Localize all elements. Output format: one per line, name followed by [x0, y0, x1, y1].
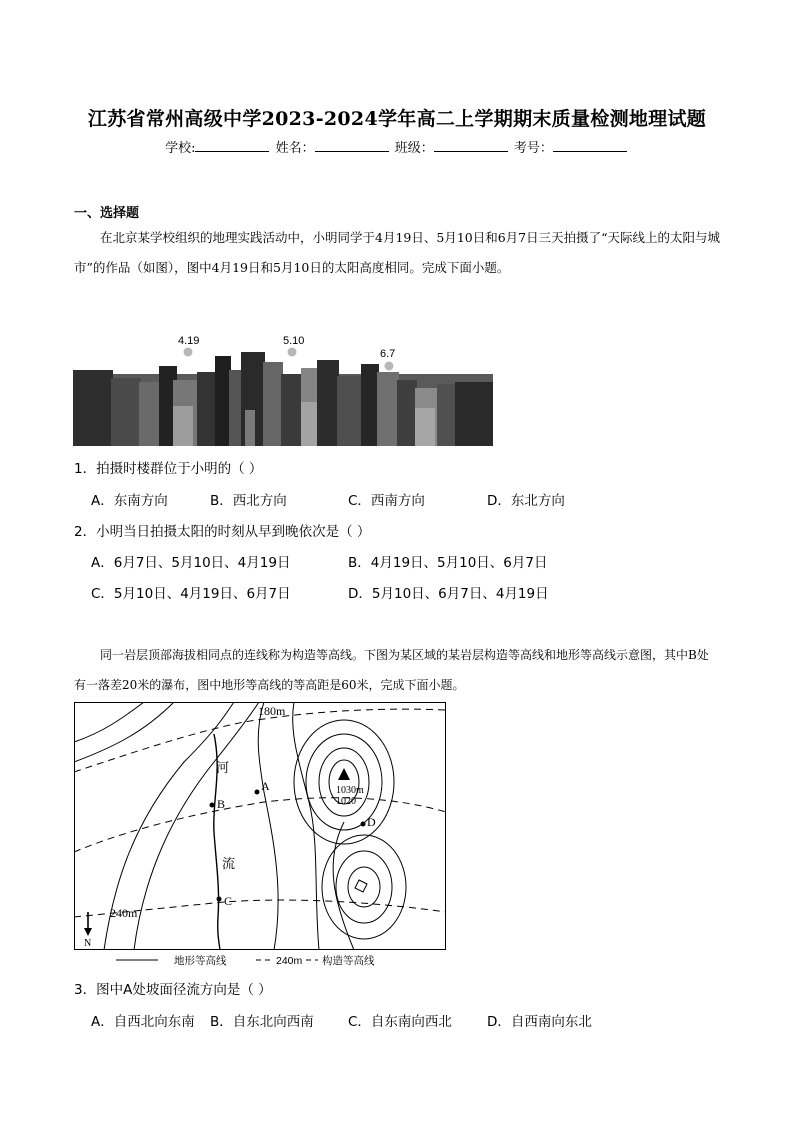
river-label-1: 河	[216, 760, 230, 775]
section2-intro: 同一岩层顶部海拔相同点的连线称为构造等高线。下图为某区域的某岩层构造等高线和地形等高线示意图，其中B处有一落差20米的瀑布，图中地形等高线的等高距是60米，完成下面小题。	[74, 648, 709, 692]
point-b	[210, 803, 215, 808]
contour-label-240: 240m	[110, 906, 138, 920]
sun-label-419: 4.19	[178, 335, 200, 347]
q2-option-d[interactable]: D．5月10日、6月7日、4月19日	[348, 586, 549, 602]
class-label: 班级：	[394, 141, 434, 156]
contour-label-180: 180m	[258, 704, 286, 718]
q1-option-c[interactable]: C．西南方向	[348, 493, 425, 509]
q3-option-b[interactable]: B．自东北向西南	[210, 1014, 314, 1030]
section-title: 一、选择题	[74, 206, 140, 221]
q1-option-d[interactable]: D．东北方向	[487, 493, 565, 509]
q3-stem: 3．图中A处坡面径流方向是（ ）	[74, 982, 272, 998]
legend-structure-value: 240m	[276, 955, 303, 967]
q3-option-c[interactable]: C．自东南向西北	[348, 1014, 452, 1030]
sun-dot-510	[288, 348, 297, 357]
point-d	[361, 822, 366, 827]
q2-option-b[interactable]: B．4月19日、5月10日、6月7日	[348, 555, 548, 571]
skyline-photo	[73, 322, 493, 446]
legend-terrain-label: 地形等高线	[174, 955, 227, 967]
label-a: A	[261, 779, 270, 793]
sun-label-67: 6.7	[380, 348, 396, 360]
point-c	[217, 897, 222, 902]
class-blank	[434, 139, 508, 152]
point-a	[255, 790, 260, 795]
contour-map	[74, 702, 446, 968]
q3-option-a[interactable]: A．自西北向东南	[91, 1014, 195, 1030]
label-c: C	[224, 894, 233, 908]
peak-elevation: 1030m	[336, 785, 364, 796]
north-label: N	[84, 938, 92, 949]
school-label: 学校:	[165, 141, 196, 156]
section1-intro: 在北京某学校组织的地理实践活动中，小明同学于4月19日、5月10日和6月7日三天拍摄了“天际线上的太阳与城市”的作品（如图），图中4月19日和5月10日的太阳高度相同。完成下面小题。	[74, 230, 721, 275]
contour-label-1020: 1020	[336, 796, 356, 807]
sun-label-510: 5.10	[283, 335, 305, 347]
q2-option-c[interactable]: C．5月10日、4月19日、6月7日	[91, 586, 291, 602]
exam-number-blank	[553, 139, 627, 152]
page-title: 江苏省常州高级中学2023-2024学年高二上学期期末质量检测地理试题	[87, 108, 707, 130]
exam-number-label: 考号：	[513, 141, 553, 156]
legend-structure-label: 构造等高线	[322, 955, 375, 967]
q1-stem: 1．拍摄时楼群位于小明的（ ）	[74, 461, 263, 477]
river-label-2: 流	[222, 856, 236, 871]
sun-dot-67	[385, 362, 394, 371]
sun-dot-419	[184, 348, 193, 357]
label-b: B	[217, 797, 226, 811]
q2-stem: 2．小明当日拍摄太阳的时刻从早到晚依次是（ ）	[74, 524, 371, 540]
student-info-line	[0, 137, 794, 156]
q2-option-a[interactable]: A．6月7日、5月10日、4月19日	[91, 555, 291, 571]
q1-option-b[interactable]: B．西北方向	[210, 493, 287, 509]
name-blank	[315, 139, 389, 152]
school-blank	[195, 139, 269, 152]
q1-option-a[interactable]: A．东南方向	[91, 493, 168, 509]
label-d: D	[367, 815, 376, 829]
name-label: 姓名：	[275, 141, 315, 156]
q3-option-d[interactable]: D．自西南向东北	[487, 1014, 592, 1030]
